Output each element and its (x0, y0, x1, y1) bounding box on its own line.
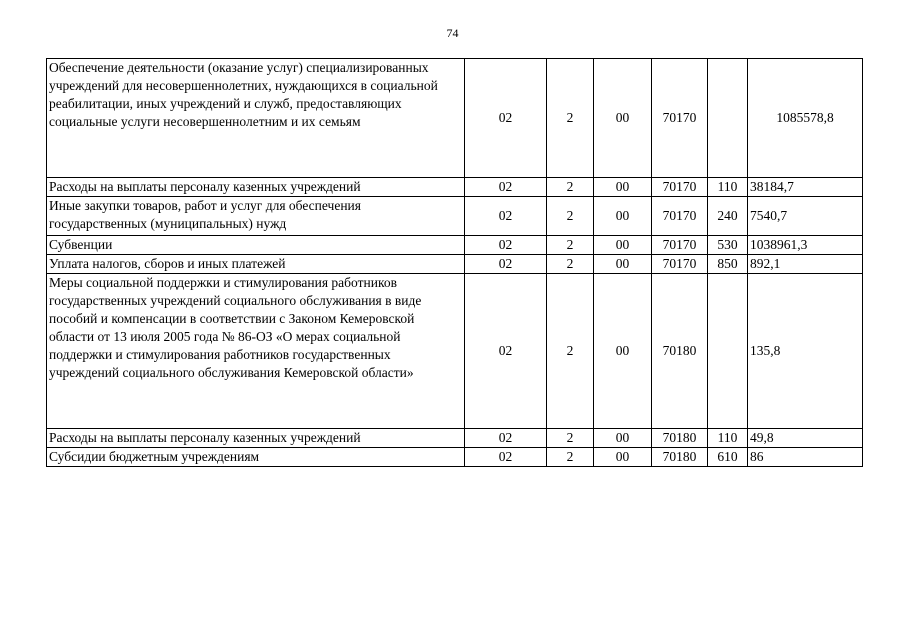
row-expense-type: 110 (708, 178, 748, 197)
row-program: 00 (594, 178, 652, 197)
row-name: Обеспечение деятельности (оказание услуг) специализированных учреждений для несовершеннолетних, нуждающихся в социальной реабилитации, иных учреждений и служб, предоставляющих социальные услуги несовершеннолетним и их семьям (47, 59, 465, 178)
row-subsection: 2 (547, 197, 594, 236)
table-row (47, 236, 863, 255)
row-article: 70180 (652, 429, 708, 448)
table-row (47, 255, 863, 274)
row-expense-type: 110 (708, 429, 748, 448)
row-name: Уплата налогов, сборов и иных платежей (47, 255, 465, 274)
row-name: Субвенции (47, 236, 465, 255)
row-section: 02 (465, 448, 547, 467)
row-amount: 86 (748, 448, 863, 467)
row-article: 70170 (652, 59, 708, 178)
row-section: 02 (465, 178, 547, 197)
table-row (47, 59, 863, 178)
row-expense-type: 610 (708, 448, 748, 467)
row-subsection: 2 (547, 236, 594, 255)
row-subsection: 2 (547, 178, 594, 197)
table-row (47, 429, 863, 448)
row-program: 00 (594, 59, 652, 178)
row-article: 70180 (652, 274, 708, 429)
row-amount: 1038961,3 (748, 236, 863, 255)
row-name: Расходы на выплаты персоналу казенных учреждений (47, 178, 465, 197)
row-article: 70180 (652, 448, 708, 467)
row-program: 00 (594, 274, 652, 429)
row-program: 00 (594, 448, 652, 467)
row-amount: 892,1 (748, 255, 863, 274)
row-expense-type: 530 (708, 236, 748, 255)
row-section: 02 (465, 274, 547, 429)
row-subsection: 2 (547, 448, 594, 467)
row-program: 00 (594, 429, 652, 448)
row-article: 70170 (652, 236, 708, 255)
row-subsection: 2 (547, 274, 594, 429)
table-row (47, 448, 863, 467)
row-expense-type: 850 (708, 255, 748, 274)
row-amount: 7540,7 (748, 197, 863, 236)
row-name: Субсидии бюджетным учреждениям (47, 448, 465, 467)
row-section: 02 (465, 59, 547, 178)
row-program: 00 (594, 197, 652, 236)
row-name: Меры социальной поддержки и стимулирования работников государственных учреждений социального обслуживания в виде пособий и компенсации в соответствии с Законом Кемеровской области от 13 июля 2005 года № 86-ОЗ «О мерах социальной поддержки и стимулирования работников государственных учреждений социального обслуживания Кемеровской области» (47, 274, 465, 429)
row-section: 02 (465, 255, 547, 274)
row-article: 70170 (652, 178, 708, 197)
row-section: 02 (465, 429, 547, 448)
row-amount: 1085578,8 (748, 59, 863, 178)
row-subsection: 2 (547, 59, 594, 178)
row-name: Иные закупки товаров, работ и услуг для обеспечения государственных (муниципальных) нужд (47, 197, 465, 236)
table-row (47, 178, 863, 197)
row-article: 70170 (652, 255, 708, 274)
row-program: 00 (594, 255, 652, 274)
row-expense-type (708, 274, 748, 429)
row-name: Расходы на выплаты персоналу казенных учреждений (47, 429, 465, 448)
row-amount: 135,8 (748, 274, 863, 429)
row-section: 02 (465, 197, 547, 236)
row-section: 02 (465, 236, 547, 255)
row-amount: 38184,7 (748, 178, 863, 197)
row-article: 70170 (652, 197, 708, 236)
row-expense-type: 240 (708, 197, 748, 236)
table-row (47, 274, 863, 429)
budget-table (46, 58, 863, 467)
row-program: 00 (594, 236, 652, 255)
table-row (47, 197, 863, 236)
row-subsection: 2 (547, 255, 594, 274)
row-expense-type (708, 59, 748, 178)
row-subsection: 2 (547, 429, 594, 448)
page-number: 74 (446, 26, 459, 40)
row-amount: 49,8 (748, 429, 863, 448)
